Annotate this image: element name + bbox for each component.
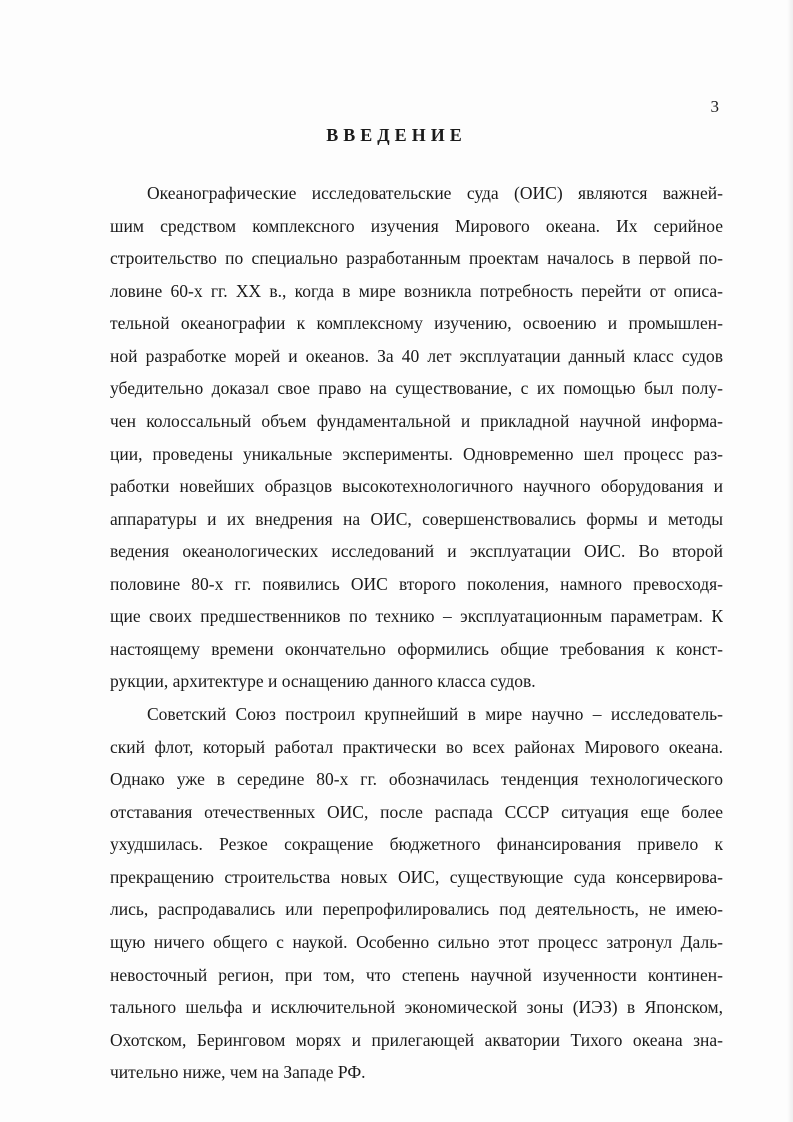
text-line: настоящему времени окончательно оформились общие требования к конст-	[110, 638, 723, 659]
text-line: Однако уже в середине 80-х гг. обозначилась тенденция технологического	[110, 769, 723, 790]
text-line: рукции, архитектуре и оснащению данного класса судов.	[110, 671, 536, 692]
text-line: половине 80-х гг. появились ОИС второго поколения, намного превосходя-	[110, 573, 723, 594]
text-line: прекращению строительства новых ОИС, существующие суда консервирова-	[110, 866, 723, 887]
text-line: Океанографические исследовательские суда (ОИС) являются важней-	[147, 183, 723, 203]
text-line: шим средством комплексного изучения Мирового океана. Их серийное	[110, 215, 723, 236]
text-line: щую ничего общего с наукой. Особенно сильно этот процесс затронул Даль-	[110, 931, 723, 952]
text-line: невосточный регион, при том, что степень научной изученности континен-	[110, 964, 723, 985]
text-line: убедительно доказал свое право на существование, с их помощью был полу-	[110, 378, 723, 399]
text-line: тального шельфа и исключительной экономической зоны (ИЭЗ) в Японском,	[110, 997, 723, 1018]
text-line: лись, распродавались или перепрофилировались под деятельность, не имею-	[110, 899, 723, 920]
text-line: чен колоссальный объем фундаментальной и прикладной научной информа-	[110, 410, 723, 431]
text-line: отставания отечественных ОИС, после распада СССР ситуация еще более	[110, 801, 723, 822]
paragraph-1	[110, 177, 723, 698]
text-line: ловине 60-х гг. XX в., когда в мире возникла потребность перейти от описа-	[110, 280, 723, 301]
page-title: ВВЕДЕНИЕ	[326, 125, 467, 145]
text-line: чительно ниже, чем на Западе РФ.	[110, 1062, 366, 1083]
text-line: аппаратуры и их внедрения на ОИС, совершенствовались формы и методы	[110, 508, 723, 529]
text-line: ский флот, который работал практически во всех районах Мирового океана.	[110, 736, 723, 757]
body-text	[110, 177, 723, 1089]
text-line: ведения океанологических исследований и эксплуатации ОИС. Во второй	[110, 541, 723, 562]
text-line: ной разработке морей и океанов. За 40 лет эксплуатации данный класс судов	[110, 345, 723, 366]
text-line: Советский Союз построил крупнейший в мире научно – исследователь-	[147, 704, 723, 724]
text-line: строительство по специально разработанным проектам началось в первой по-	[110, 248, 723, 269]
text-line: работки новейших образцов высокотехнологичного научного оборудования и	[110, 476, 723, 497]
text-line: щие своих предшественников по технико – эксплуатационным параметрам. К	[110, 606, 723, 627]
text-line: ции, проведены уникальные эксперименты. Одновременно шел процесс раз-	[110, 443, 723, 464]
page-number: 3	[710, 97, 719, 116]
text-line: ухудшилась. Резкое сокращение бюджетного финансирования привело к	[110, 834, 723, 855]
paragraph-2	[110, 698, 723, 1089]
scan-edge-shadow	[787, 0, 793, 1122]
text-line: Охотском, Беринговом морях и прилегающей акватории Тихого океана зна-	[110, 1029, 723, 1050]
text-line: тельной океанографии к комплексному изучению, освоению и промышлен-	[110, 313, 723, 334]
